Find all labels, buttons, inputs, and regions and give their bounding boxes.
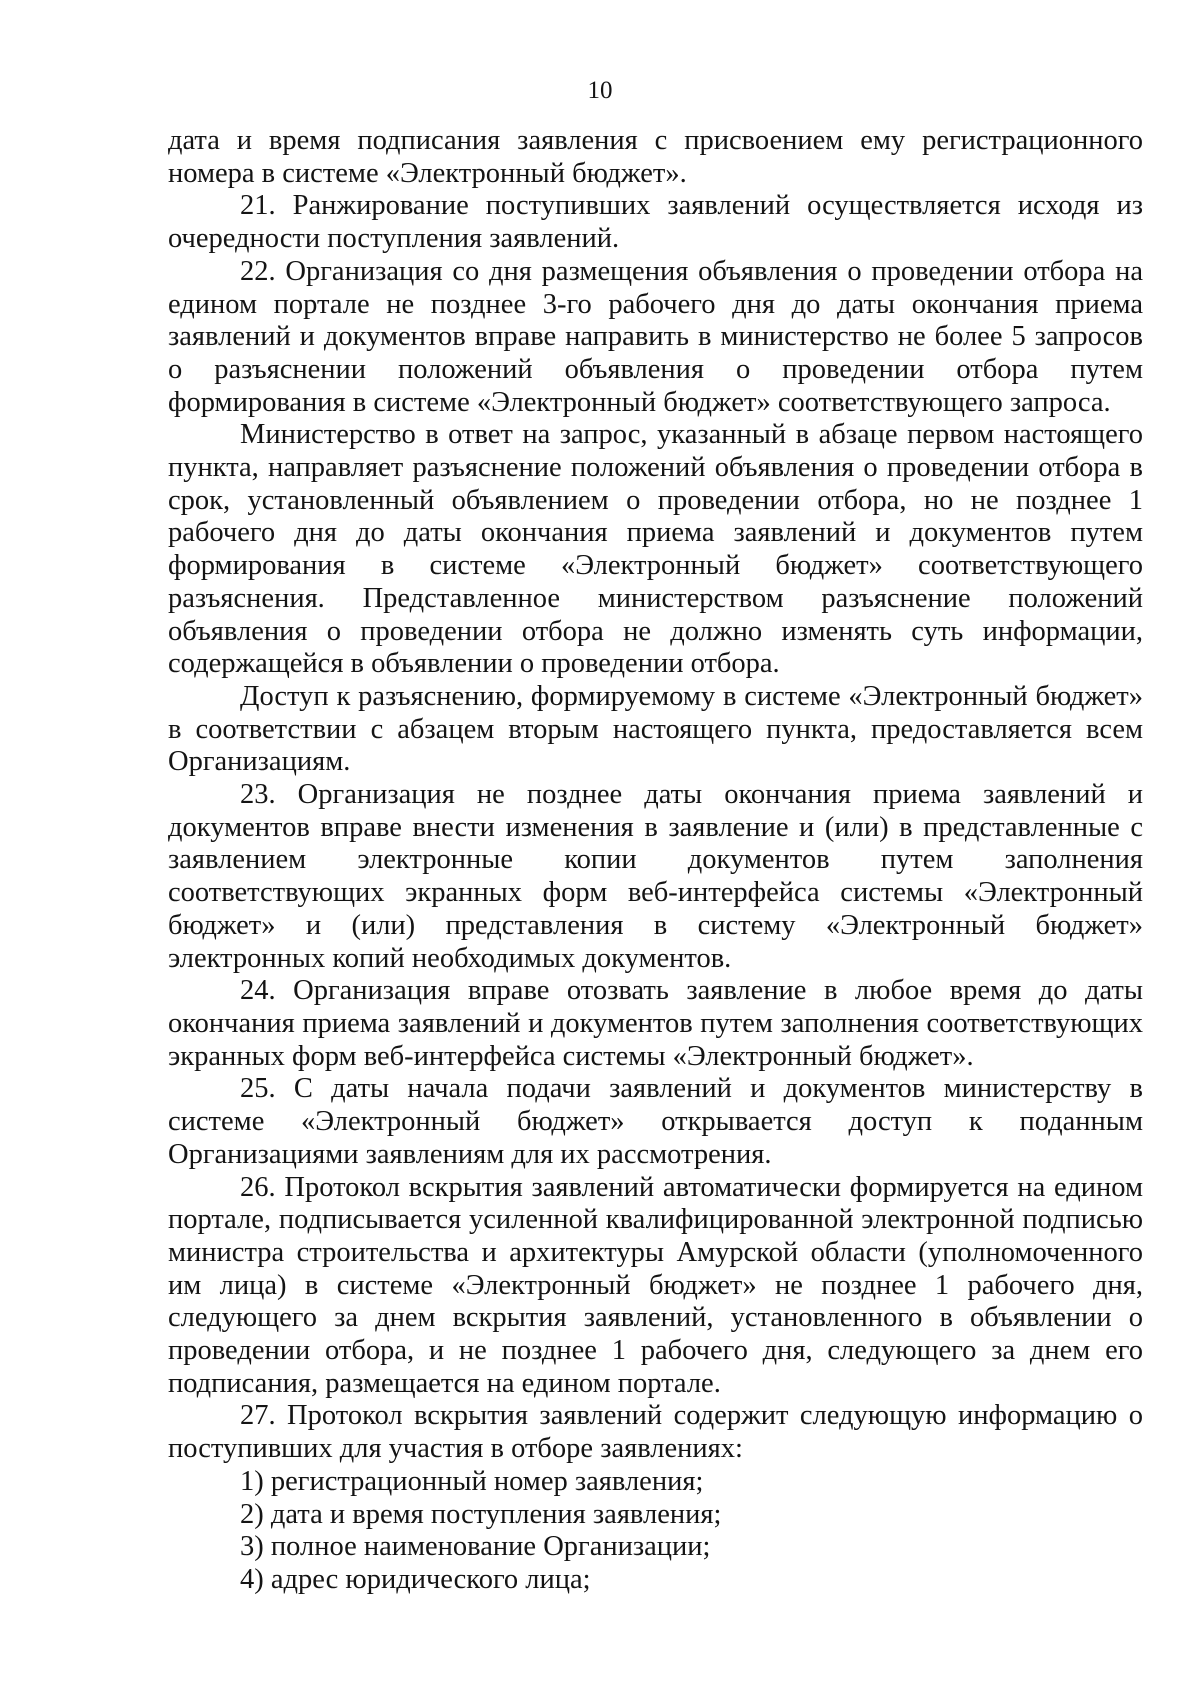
- paragraph: Министерство в ответ на запрос, указанный в абзаце первом настоящего пункта, направляет разъяснение положений объявления о проведении отбора в срок, установленный объявлением о проведении отбора, но не позднее 1 рабочего дня до даты окончания приема заявлений и документов путем формирования в системе «Электронный бюджет» соответствующего разъяснения. Представленное министерством разъяснение положений объявления о проведении отбора не должно изменять суть информации, содержащейся в объявлении о проведении отбора.: [168, 419, 1143, 680]
- page-number: 10: [587, 77, 613, 104]
- paragraph-26: 26. Протокол вскрытия заявлений автоматически формируется на едином портале, подписывается усиленной квалифицированной электронной подписью министра строительства и архитектуры Амурской области (уполномоченного им лица) в системе «Электронный бюджет» не позднее 1 рабочего дня, следующего за днем вскрытия заявлений, установленного в объявлении о проведении отбора, и не позднее 1 рабочего дня, следующего за днем его подписания, размещается на едином портале.: [168, 1171, 1143, 1399]
- list-item: 4) адрес юридического лица;: [240, 1563, 591, 1595]
- paragraph-24: 24. Организация вправе отозвать заявление в любое время до даты окончания приема заявлений и документов путем заполнения соответствующих экранных форм веб-интерфейса системы «Электронный бюджет».: [168, 975, 1143, 1072]
- paragraph: Доступ к разъяснению, формируемому в системе «Электронный бюджет» в соответствии с абзацем вторым настоящего пункта, предоставляется всем Организациям.: [168, 680, 1143, 778]
- paragraph-23: 23. Организация не позднее даты окончания приема заявлений и документов вправе внести изменения в заявление и (или) в представленные с заявлением электронные копии документов путем заполнения соответствующих экранных форм веб-интерфейса системы «Электронный бюджет» и (или) представления в систему «Электронный бюджет» электронных копий необходимых документов.: [168, 779, 1143, 974]
- paragraph-25: 25. С даты начала подачи заявлений и документов министерству в системе «Электронный бюджет» открывается доступ к поданным Организациями заявлениям для их рассмотрения.: [168, 1073, 1143, 1170]
- paragraph-22: 22. Организация со дня размещения объявления о проведении отбора на едином портале не позднее 3-го рабочего дня до даты окончания приема заявлений и документов вправе направить в министерство не более 5 запросов о разъяснении положений объявления о проведении отбора путем формирования в системе «Электронный бюджет» соответствующего запроса.: [168, 255, 1143, 418]
- document-body: [168, 125, 1143, 1597]
- list-item: 3) полное наименование Организации;: [240, 1531, 711, 1563]
- paragraph: дата и время подписания заявления с присвоением ему регистрационного номера в системе «Электронный бюджет».: [168, 125, 1143, 189]
- list-item: 1) регистрационный номер заявления;: [240, 1465, 704, 1497]
- list-item: 2) дата и время поступления заявления;: [240, 1498, 722, 1530]
- paragraph-21: 21. Ранжирование поступивших заявлений осуществляется исходя из очередности поступления заявлений.: [168, 190, 1143, 255]
- paragraph-27: 27. Протокол вскрытия заявлений содержит следующую информацию о поступивших для участия в отборе заявлениях:: [168, 1400, 1143, 1465]
